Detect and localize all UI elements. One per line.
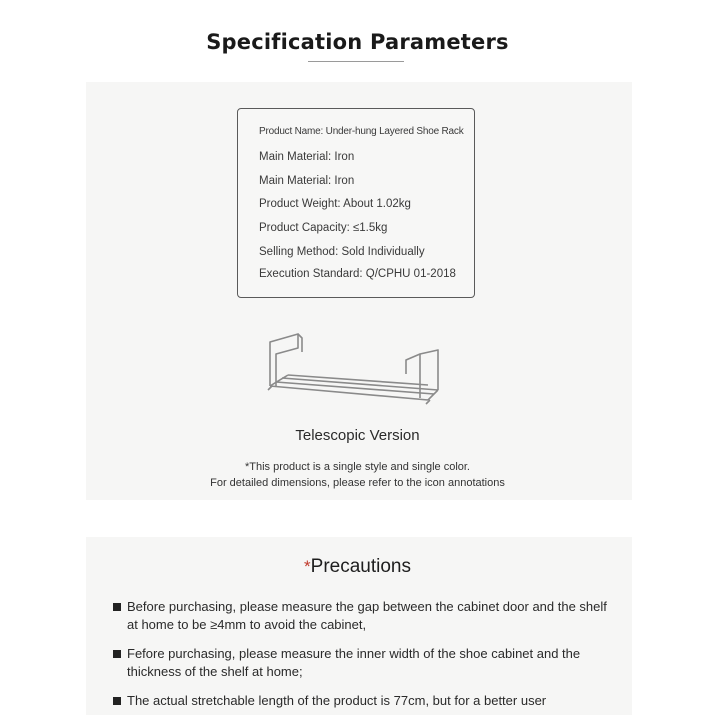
spec-row-main-material-2: Main Material: Iron [259, 175, 355, 187]
spec-row-product-name: Product Name: Under-hung Layered Shoe Rack [259, 126, 464, 137]
note-line-1: *This product is a single style and single color. [244, 461, 470, 473]
square-bullet-icon [113, 650, 121, 658]
square-bullet-icon [113, 603, 121, 611]
precautions-title-text: Precautions [310, 556, 411, 577]
shoe-rack-illustration [258, 330, 448, 410]
asterisk-icon: * [304, 557, 311, 576]
precaution-item-3: The actual stretchable length of the product is 77cm, but for a better user [127, 693, 547, 708]
spec-row-main-material: Main Material: Iron [259, 151, 355, 163]
spec-row-standard: Execution Standard: Q/CPHU 01-2018 [259, 268, 456, 280]
spec-row-capacity: Product Capacity: ≤1.5kg [259, 222, 388, 234]
precaution-item-2: Fefore purchasing, please measure the inner width of the shoe cabinet and the thickness of the shelf at home; [127, 646, 581, 679]
note-line-2: For detailed dimensions, please refer to the icon annotations [210, 477, 505, 489]
precaution-item-1: Before purchasing, please measure the gap between the cabinet door and the shelf at home to be ≥4mm to avoid the cabinet, [127, 599, 607, 632]
version-label: Telescopic Version [295, 427, 420, 444]
spec-row-selling-method: Selling Method: Sold Individually [259, 246, 425, 258]
title-divider [308, 61, 404, 62]
precautions-title [0, 556, 715, 578]
spec-title: Specification Parameters [206, 30, 509, 54]
square-bullet-icon [113, 697, 121, 705]
spec-row-weight: Product Weight: About 1.02kg [259, 198, 411, 210]
spec-table [237, 108, 475, 298]
